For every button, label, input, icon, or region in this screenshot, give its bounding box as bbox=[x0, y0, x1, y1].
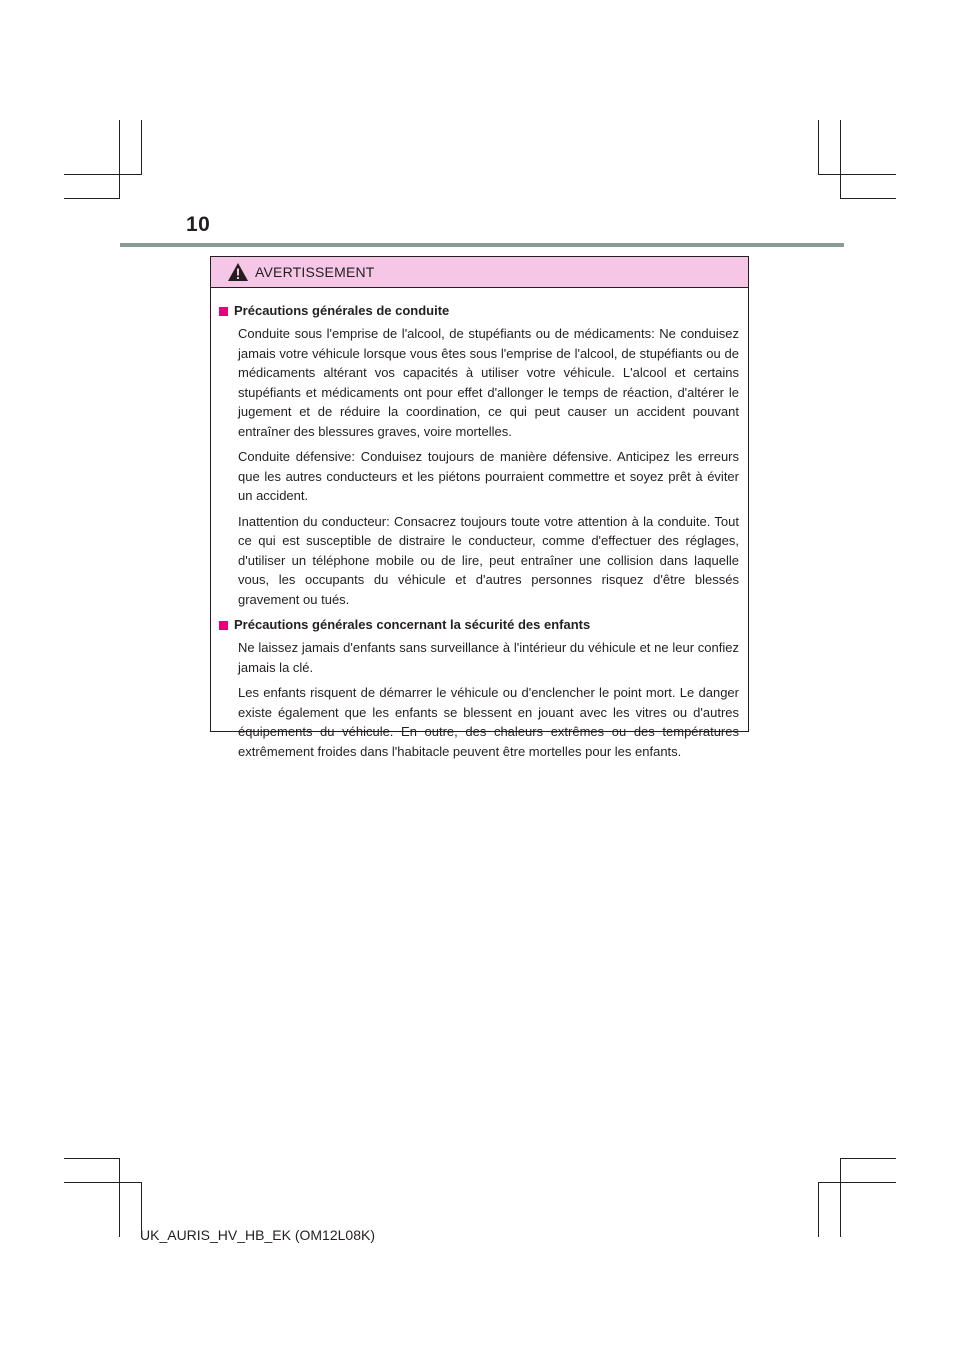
warning-title: AVERTISSEMENT bbox=[255, 264, 375, 280]
page-number: 10 bbox=[186, 213, 211, 236]
paragraph: Conduite défensive: Conduisez toujours de manière défensive. Anticipez les erreurs que les autres conducteurs et les piétons pourraient commettre et soyez prêt à éviter un accident. bbox=[238, 449, 739, 503]
document-code: UK_AURIS_HV_HB_EK (OM12L08K) bbox=[140, 1227, 375, 1243]
section-heading bbox=[219, 302, 740, 320]
paragraph: Les enfants risquent de démarrer le véhicule ou d'enclencher le point mort. Le danger existe également que les enfants se blessent en jouant avec les vitres ou d'autres équipements du véhicule. En outre, des chaleurs extrêmes ou des températures extrêmement froides dans l'habitacle peuvent être mortelles pour les enfants. bbox=[238, 685, 739, 759]
square-bullet-icon bbox=[219, 621, 228, 630]
crop-mark bbox=[840, 1158, 896, 1159]
paragraph: Ne laissez jamais d'enfants sans surveillance à l'intérieur du véhicule et ne leur confiez jamais la clé. bbox=[238, 640, 739, 675]
square-bullet-icon bbox=[219, 307, 228, 316]
crop-mark bbox=[119, 120, 120, 199]
paragraph: Inattention du conducteur: Consacrez toujours toute votre attention à la conduite. Tout ce qui est susceptible de distraire le conducteur, comme d'effectuer des réglages, d'utiliser un téléphone mobile ou de lire, peut entraîner une collision dans laquelle vous, les occupants du véhicule et d'autres personnes risquez d'être blessés gravement ou tués. bbox=[238, 513, 739, 607]
crop-mark bbox=[64, 198, 120, 199]
header-rule bbox=[120, 243, 844, 247]
crop-mark bbox=[840, 1158, 841, 1237]
warning-body bbox=[211, 288, 748, 761]
crop-mark bbox=[119, 1158, 120, 1237]
warning-triangle-icon bbox=[227, 262, 249, 282]
crop-mark bbox=[818, 1182, 819, 1237]
crop-mark bbox=[64, 1158, 120, 1159]
paragraph: Conduite sous l'emprise de l'alcool, de stupéfiants ou de médicaments: Ne conduisez jamais votre véhicule lorsque vous êtes sous l'emprise de l'alcool, de stupéfiants ou de médicaments altérant vos capacités à utiliser votre véhicule. L'alcool et certains stupéfiants et médicaments ont pour effet d'allonger le temps de réaction, d'altérer le jugement et de réduire la coordination, ce qui peut causer un accident pouvant entraîner des blessures graves, voire mortelles. bbox=[238, 326, 739, 439]
section-heading-text: Précautions générales de conduite bbox=[234, 303, 450, 318]
crop-mark bbox=[840, 198, 896, 199]
crop-mark bbox=[818, 1182, 896, 1183]
crop-mark bbox=[818, 174, 896, 175]
crop-mark bbox=[64, 1182, 142, 1183]
crop-mark bbox=[64, 174, 142, 175]
section-heading-text: Précautions générales concernant la sécurité des enfants bbox=[234, 617, 591, 632]
crop-mark bbox=[141, 120, 142, 175]
warning-box bbox=[210, 256, 749, 759]
warning-header bbox=[211, 257, 748, 288]
crop-mark bbox=[818, 120, 819, 175]
crop-mark bbox=[840, 120, 841, 199]
section-heading bbox=[219, 616, 740, 634]
